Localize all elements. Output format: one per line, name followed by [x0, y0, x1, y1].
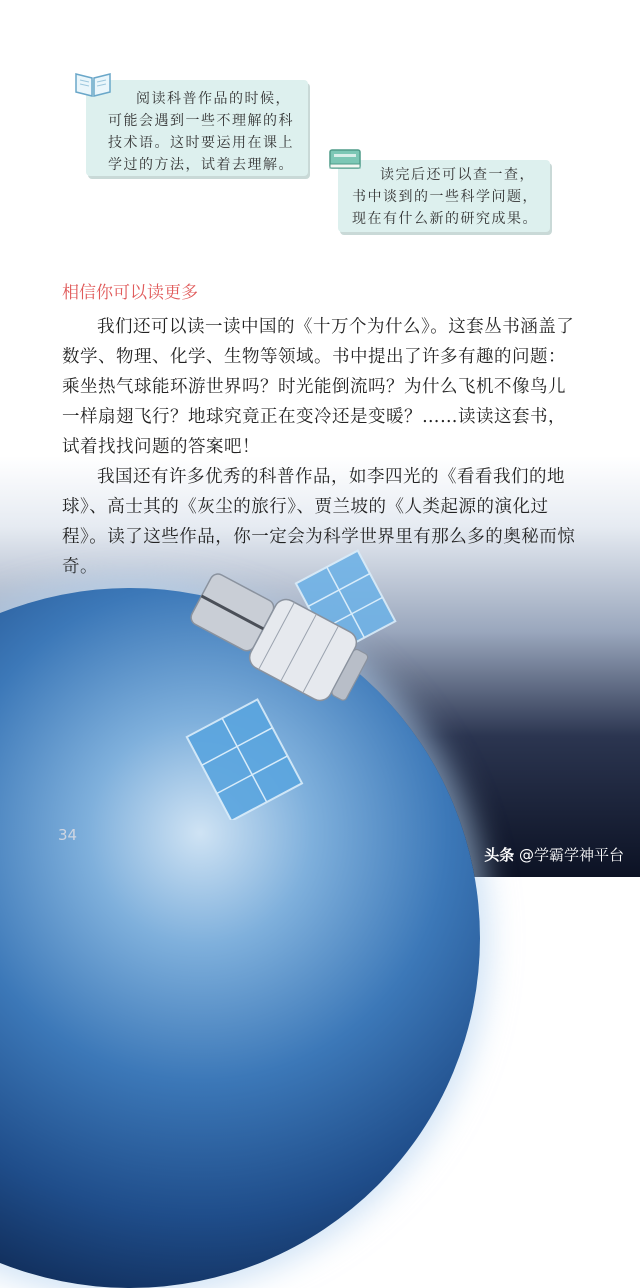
satellite-illustration [160, 540, 420, 820]
paragraph-1: 我们还可以读一读中国的《十万个为什么》。这套丛书涵盖了数学、物理、化学、生物等领域。书中提出了许多有趣的问题：乘坐热气球能环游世界吗？时光能倒流吗？为什么飞机不像鸟儿一样扇翅飞行？地球究竟正在变冷还是变暖？……读读这套书，试着找找问题的答案吧！ [62, 317, 575, 457]
open-book-icon [72, 66, 114, 100]
page-number: 34 [58, 826, 78, 844]
closed-book-icon [326, 144, 366, 174]
watermark-handle: @学霸学神平台 [518, 846, 624, 864]
paragraph-2: 我国还有许多优秀的科普作品，如李四光的《看看我们的地球》、高士其的《灰尘的旅行》、贾兰坡的《人类起源的演化过程》。读了这些作品，你一定会为科学世界里有那么多的奥秘而惊奇。 [62, 467, 576, 577]
tip-note-1-text: 阅读科普作品的时候，可能会遇到一些不理解的科技术语。这时要运用在课上学过的方法，试着去理解。 [108, 91, 294, 173]
tip-note-1 [86, 80, 308, 176]
watermark-brand: 头条 [484, 846, 515, 864]
section-heading: 相信你可以读更多 [62, 283, 198, 303]
tip-note-2 [338, 160, 550, 232]
watermark [484, 844, 624, 865]
tip-note-2-text: 读完后还可以查一查，书中谈到的一些科学问题，现在有什么新的研究成果。 [352, 167, 538, 227]
